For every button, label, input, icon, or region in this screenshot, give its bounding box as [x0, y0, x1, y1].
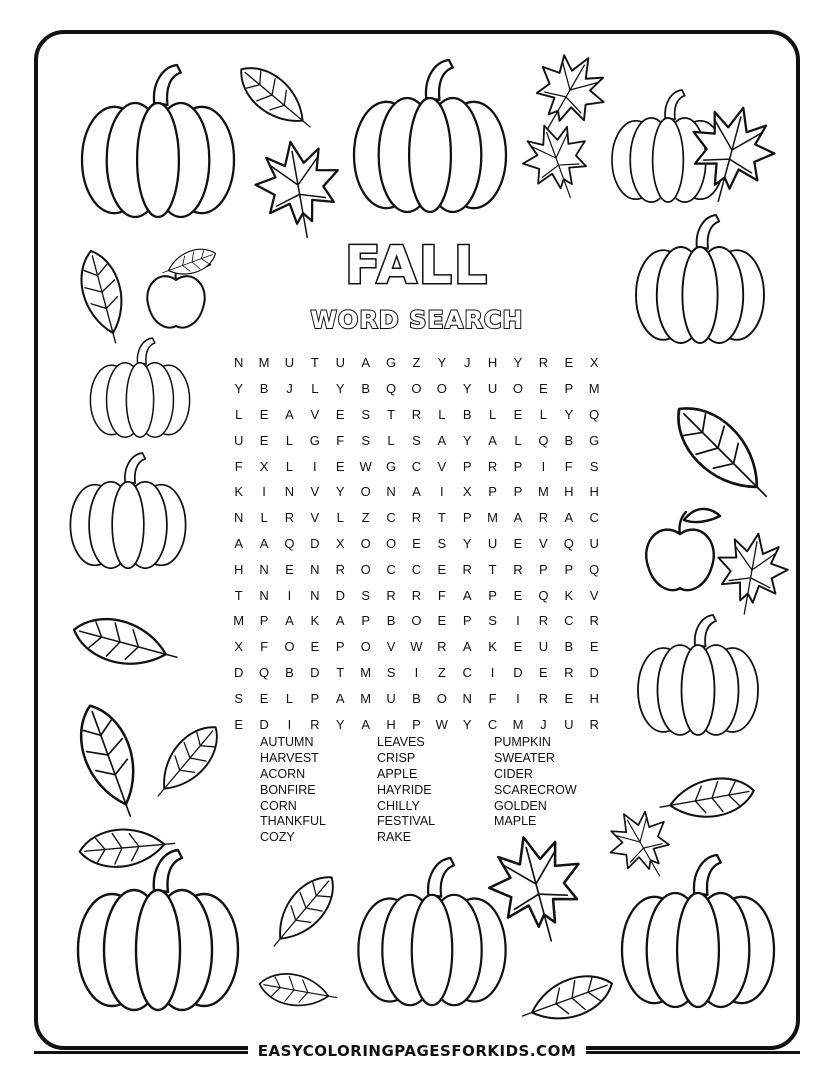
word-item: LEAVES: [377, 735, 425, 749]
grid-letter[interactable]: S: [361, 406, 370, 422]
grid-letter[interactable]: Q: [259, 664, 270, 680]
grid-letter[interactable]: M: [487, 510, 499, 526]
grid-letter[interactable]: R: [437, 639, 447, 655]
grid-letter[interactable]: P: [335, 639, 345, 655]
grid-letter[interactable]: B: [462, 406, 472, 422]
grid-letter[interactable]: X: [259, 458, 269, 474]
word-item: MAPLE: [494, 814, 537, 829]
grid-letter[interactable]: X: [589, 355, 599, 371]
grid-letter[interactable]: M: [258, 355, 270, 371]
grid-letter[interactable]: Y: [462, 716, 472, 732]
grid-letter[interactable]: Y: [462, 432, 472, 448]
grid-letter[interactable]: G: [589, 432, 600, 448]
grid-letter[interactable]: N: [310, 587, 320, 603]
grid-letter[interactable]: W: [435, 716, 448, 732]
grid-letter[interactable]: O: [360, 535, 371, 551]
grid-letter[interactable]: D: [310, 535, 320, 551]
grid-letter[interactable]: O: [360, 484, 371, 500]
grid-letter[interactable]: X: [335, 535, 345, 551]
grid-letter[interactable]: R: [284, 510, 295, 526]
grid-letter[interactable]: E: [412, 535, 421, 551]
title-word-search: WORD SEARCH: [310, 306, 524, 334]
grid-letter[interactable]: Z: [412, 355, 421, 371]
grid-letter[interactable]: U: [234, 432, 244, 448]
grid-letter[interactable]: R: [335, 561, 345, 577]
grid-letter[interactable]: S: [361, 432, 370, 448]
grid-letter[interactable]: E: [259, 432, 269, 448]
grid-letter[interactable]: S: [361, 587, 370, 603]
grid-letter[interactable]: L: [285, 458, 294, 474]
grid-letter[interactable]: U: [487, 381, 498, 397]
grid-letter[interactable]: A: [335, 690, 345, 706]
grid-letter[interactable]: Y: [462, 535, 472, 551]
grid-letter[interactable]: O: [360, 561, 371, 577]
grid-letter[interactable]: P: [462, 510, 472, 526]
grid-letter[interactable]: V: [539, 535, 548, 551]
grid-letter[interactable]: A: [462, 639, 472, 655]
word-item: COZY: [260, 830, 295, 845]
grid-letter[interactable]: B: [285, 664, 294, 680]
grid-letter[interactable]: C: [411, 458, 422, 474]
grid-letter[interactable]: Q: [385, 381, 397, 397]
grid-letter[interactable]: U: [589, 535, 599, 551]
grid-letter[interactable]: E: [335, 406, 345, 422]
grid-letter[interactable]: L: [514, 432, 522, 448]
word-item: SWEATER: [494, 750, 555, 765]
grid-letter[interactable]: Q: [538, 587, 549, 603]
grid-letter[interactable]: V: [589, 587, 599, 603]
grid-letter[interactable]: V: [437, 458, 447, 474]
word-column-1: [260, 735, 326, 846]
grid-letter[interactable]: E: [234, 716, 244, 732]
title-fall: FALL: [344, 236, 490, 296]
grid-letter[interactable]: P: [310, 690, 320, 706]
word-item: ACORN: [260, 766, 306, 781]
grid-letter[interactable]: Q: [284, 535, 295, 551]
grid-letter[interactable]: K: [488, 639, 497, 655]
word-item: GOLDEN: [494, 798, 547, 813]
grid-letter[interactable]: Q: [563, 535, 574, 551]
word-column-3: [494, 735, 577, 830]
word-item: FESTIVAL: [377, 814, 436, 829]
grid-letter[interactable]: N: [310, 561, 320, 577]
grid-letter[interactable]: I: [287, 716, 292, 732]
grid-letter[interactable]: L: [235, 406, 243, 422]
grid-letter[interactable]: R: [589, 613, 599, 629]
grid-letter[interactable]: N: [386, 484, 396, 500]
grid-letter[interactable]: H: [487, 355, 498, 371]
grid-letter[interactable]: K: [564, 587, 574, 603]
word-item: APPLE: [377, 766, 418, 781]
grid-letter[interactable]: N: [462, 690, 472, 706]
grid-letter[interactable]: P: [513, 484, 523, 500]
grid-letter[interactable]: X: [234, 639, 244, 655]
grid-letter[interactable]: R: [310, 716, 320, 732]
grid-letter[interactable]: P: [564, 381, 574, 397]
grid-letter[interactable]: B: [386, 613, 396, 629]
grid-letter[interactable]: T: [387, 406, 396, 422]
grid-letter[interactable]: O: [385, 535, 397, 551]
grid-letter[interactable]: Q: [589, 406, 600, 422]
grid-letter[interactable]: B: [564, 432, 574, 448]
grid-letter[interactable]: S: [589, 458, 599, 474]
grid-letter[interactable]: M: [360, 664, 372, 680]
grid-letter[interactable]: R: [513, 561, 523, 577]
grid-letter[interactable]: D: [335, 587, 345, 603]
grid-letter[interactable]: J: [540, 716, 547, 732]
grid-letter[interactable]: P: [462, 458, 472, 474]
grid-letter[interactable]: O: [436, 690, 447, 706]
grid-letter[interactable]: T: [437, 510, 446, 526]
grid-letter[interactable]: G: [385, 458, 397, 474]
grid-letter[interactable]: N: [284, 484, 295, 500]
grid-letter[interactable]: A: [285, 613, 294, 629]
grid-letter[interactable]: R: [411, 587, 422, 603]
grid-letter[interactable]: F: [437, 587, 446, 603]
grid-letter[interactable]: A: [361, 716, 370, 732]
grid-letter[interactable]: D: [259, 716, 269, 732]
grid-letter[interactable]: Q: [589, 561, 600, 577]
grid-letter[interactable]: S: [386, 664, 396, 680]
grid-letter[interactable]: M: [233, 613, 245, 629]
grid-letter[interactable]: P: [259, 613, 269, 629]
grid-letter[interactable]: K: [310, 613, 320, 629]
grid-letter[interactable]: I: [313, 458, 317, 474]
grid-letter[interactable]: M: [537, 484, 549, 500]
grid-letter[interactable]: R: [589, 716, 599, 732]
grid-letter[interactable]: P: [361, 613, 370, 629]
letter-grid: [226, 350, 607, 737]
grid-letter[interactable]: A: [488, 432, 497, 448]
grid-letter[interactable]: V: [310, 510, 320, 526]
grid-letter[interactable]: I: [440, 484, 444, 500]
grid-letter[interactable]: P: [488, 587, 497, 603]
grid-letter[interactable]: C: [386, 510, 396, 526]
grid-letter[interactable]: B: [259, 381, 269, 397]
grid-letter[interactable]: C: [386, 561, 396, 577]
grid-letter[interactable]: R: [411, 510, 422, 526]
grid-letter[interactable]: X: [462, 484, 472, 500]
grid-letter[interactable]: H: [386, 716, 396, 732]
grid-letter[interactable]: B: [412, 690, 421, 706]
grid-letter[interactable]: R: [538, 690, 549, 706]
word-item: CRISP: [377, 750, 416, 765]
grid-letter[interactable]: L: [336, 510, 344, 526]
grid-letter[interactable]: F: [488, 690, 497, 706]
grid-letter[interactable]: E: [513, 406, 523, 422]
grid-letter[interactable]: R: [411, 406, 422, 422]
grid-letter[interactable]: N: [234, 510, 244, 526]
grid-letter[interactable]: Z: [361, 510, 370, 526]
grid-letter[interactable]: H: [589, 484, 599, 500]
grid-letter[interactable]: Y: [513, 355, 523, 371]
grid-letter[interactable]: A: [285, 406, 294, 422]
grid-letter[interactable]: S: [412, 432, 421, 448]
grid-letter[interactable]: T: [310, 355, 319, 371]
grid-letter[interactable]: F: [234, 458, 243, 474]
grid-letter[interactable]: V: [310, 406, 320, 422]
footer-website[interactable]: EASYCOLORINGPAGESFORKIDS.COM: [248, 1042, 587, 1060]
grid-letter[interactable]: A: [564, 510, 574, 526]
grid-letter[interactable]: I: [414, 664, 419, 680]
grid-letter[interactable]: U: [564, 716, 574, 732]
grid-letter[interactable]: E: [437, 613, 447, 629]
grid-letter[interactable]: E: [539, 664, 548, 680]
grid-letter[interactable]: O: [411, 381, 422, 397]
grid-letter[interactable]: I: [516, 613, 520, 629]
grid-letter[interactable]: A: [361, 355, 370, 371]
grid-letter[interactable]: Y: [234, 381, 244, 397]
grid-letter[interactable]: P: [539, 561, 548, 577]
word-item: CORN: [260, 798, 297, 813]
grid-letter[interactable]: C: [564, 613, 574, 629]
footer: [0, 1042, 834, 1061]
grid-letter[interactable]: M: [360, 690, 372, 706]
grid-letter[interactable]: P: [488, 484, 497, 500]
grid-letter[interactable]: I: [541, 458, 546, 474]
grid-letter[interactable]: E: [513, 639, 523, 655]
grid-letter[interactable]: P: [462, 613, 472, 629]
grid-letter[interactable]: E: [539, 381, 548, 397]
grid-letter[interactable]: B: [361, 381, 370, 397]
grid-letter[interactable]: E: [513, 535, 523, 551]
word-item: HAYRIDE: [377, 782, 432, 797]
grid-letter[interactable]: L: [539, 406, 547, 422]
grid-letter[interactable]: A: [513, 510, 523, 526]
grid-letter[interactable]: H: [234, 561, 244, 577]
grid-letter[interactable]: J: [463, 355, 471, 371]
grid-letter[interactable]: Y: [437, 355, 447, 371]
grid-letter[interactable]: R: [564, 664, 574, 680]
word-item: THANKFUL: [260, 814, 326, 829]
grid-letter[interactable]: T: [488, 561, 497, 577]
grid-letter[interactable]: D: [234, 664, 244, 680]
grid-letter[interactable]: M: [512, 716, 524, 732]
word-item: CIDER: [494, 766, 533, 781]
grid-letter[interactable]: E: [564, 355, 574, 371]
grid-letter[interactable]: L: [438, 406, 446, 422]
word-item: AUTUMN: [260, 735, 314, 749]
grid-letter[interactable]: E: [437, 561, 447, 577]
grid-letter[interactable]: G: [309, 432, 320, 448]
grid-letter[interactable]: S: [488, 613, 497, 629]
grid-letter[interactable]: R: [487, 458, 498, 474]
grid-letter[interactable]: U: [487, 535, 498, 551]
grid-letter[interactable]: H: [564, 484, 574, 500]
grid-letter[interactable]: L: [387, 432, 395, 448]
grid-letter[interactable]: E: [564, 690, 574, 706]
grid-letter[interactable]: S: [437, 535, 447, 551]
grid-letter[interactable]: P: [513, 458, 523, 474]
grid-letter[interactable]: N: [259, 587, 269, 603]
word-column-2: [377, 735, 435, 846]
grid-letter[interactable]: L: [260, 510, 268, 526]
grid-letter[interactable]: L: [285, 432, 294, 448]
grid-letter[interactable]: O: [411, 613, 422, 629]
grid-letter[interactable]: U: [335, 355, 345, 371]
grid-letter[interactable]: R: [538, 613, 549, 629]
grid-letter[interactable]: U: [284, 355, 295, 371]
grid-letter[interactable]: E: [285, 561, 294, 577]
grid-letter[interactable]: V: [386, 639, 396, 655]
grid-letter[interactable]: E: [259, 406, 269, 422]
grid-letter[interactable]: N: [234, 355, 244, 371]
grid-letter[interactable]: I: [287, 587, 292, 603]
grid-letter[interactable]: I: [490, 664, 495, 680]
word-item: RAKE: [377, 830, 412, 845]
grid-letter[interactable]: G: [385, 355, 397, 371]
grid-letter[interactable]: E: [259, 690, 269, 706]
grid-letter[interactable]: P: [564, 561, 574, 577]
grid-letter[interactable]: F: [336, 432, 345, 448]
grid-letter[interactable]: W: [359, 458, 372, 474]
grid-letter[interactable]: C: [411, 561, 422, 577]
grid-letter[interactable]: V: [310, 484, 320, 500]
grid-letter[interactable]: Q: [538, 432, 549, 448]
grid-letter[interactable]: N: [259, 561, 269, 577]
grid-letter[interactable]: F: [564, 458, 573, 474]
grid-letter[interactable]: K: [234, 484, 244, 500]
word-item: HARVEST: [260, 750, 319, 765]
grid-letter[interactable]: Y: [335, 484, 345, 500]
grid-letter[interactable]: C: [462, 664, 472, 680]
grid-letter[interactable]: F: [260, 639, 269, 655]
grid-letter[interactable]: E: [589, 639, 599, 655]
grid-letter[interactable]: D: [310, 664, 320, 680]
word-item: SCARECROW: [494, 782, 577, 797]
grid-letter[interactable]: O: [512, 381, 524, 397]
grid-letter[interactable]: A: [234, 535, 244, 551]
grid-letter[interactable]: A: [335, 613, 345, 629]
grid-letter[interactable]: T: [336, 664, 345, 680]
grid-letter[interactable]: L: [311, 381, 319, 397]
grid-letter[interactable]: Y: [335, 381, 345, 397]
grid-letter[interactable]: M: [588, 381, 600, 397]
grid-letter[interactable]: U: [386, 690, 396, 706]
grid-letter[interactable]: Z: [437, 664, 446, 680]
grid-letter[interactable]: H: [589, 690, 599, 706]
grid-letter[interactable]: E: [310, 639, 320, 655]
grid-letter[interactable]: R: [538, 355, 549, 371]
grid-letter[interactable]: C: [589, 510, 599, 526]
grid-letter[interactable]: D: [513, 664, 523, 680]
grid-letter[interactable]: O: [436, 381, 447, 397]
grid-letter[interactable]: Y: [335, 716, 345, 732]
grid-letter[interactable]: Y: [462, 381, 472, 397]
grid-letter[interactable]: P: [412, 716, 421, 732]
grid-letter[interactable]: R: [386, 587, 396, 603]
grid-letter[interactable]: A: [412, 484, 421, 500]
grid-letter[interactable]: A: [462, 587, 472, 603]
grid-letter[interactable]: E: [513, 587, 523, 603]
grid-letter[interactable]: B: [564, 639, 574, 655]
grid-letter[interactable]: I: [262, 484, 266, 500]
grid-letter[interactable]: E: [335, 458, 345, 474]
grid-letter[interactable]: A: [437, 432, 447, 448]
grid-letter[interactable]: A: [259, 535, 269, 551]
word-item: PUMPKIN: [494, 735, 551, 749]
grid-letter[interactable]: O: [360, 639, 371, 655]
grid-letter[interactable]: L: [285, 690, 294, 706]
grid-letter[interactable]: U: [538, 639, 549, 655]
grid-letter[interactable]: O: [284, 639, 295, 655]
grid-letter[interactable]: Y: [564, 406, 574, 422]
grid-letter[interactable]: C: [487, 716, 498, 732]
grid-letter[interactable]: R: [462, 561, 472, 577]
grid-letter[interactable]: I: [516, 690, 520, 706]
grid-letter[interactable]: L: [488, 406, 497, 422]
word-item: BONFIRE: [260, 782, 316, 797]
grid-letter[interactable]: T: [234, 587, 243, 603]
grid-letter[interactable]: S: [234, 690, 244, 706]
grid-letter[interactable]: R: [538, 510, 549, 526]
grid-letter[interactable]: W: [410, 639, 423, 655]
grid-letter[interactable]: J: [286, 381, 293, 397]
grid-letter[interactable]: D: [589, 664, 599, 680]
word-item: CHILLY: [377, 798, 420, 813]
